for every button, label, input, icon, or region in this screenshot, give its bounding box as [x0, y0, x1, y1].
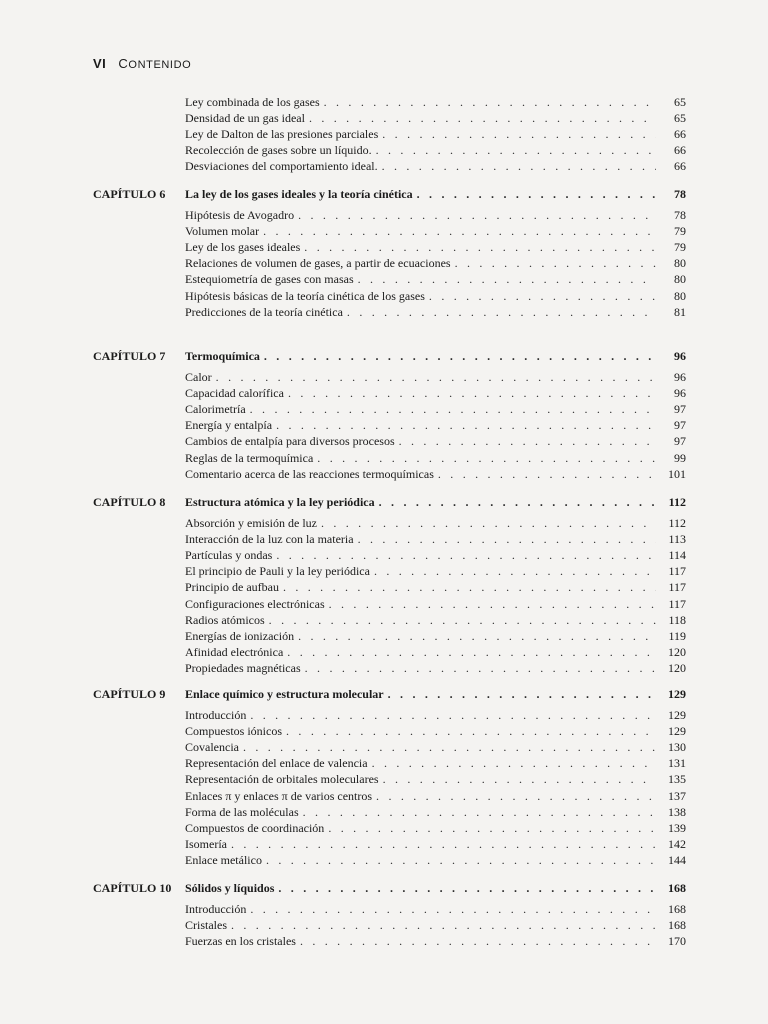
entry-page-number: 135: [668, 772, 686, 787]
chapter-title: Estructura atómica y la ley periódica: [185, 495, 375, 509]
toc-entry: [185, 94, 686, 110]
dot-leader: [383, 771, 656, 787]
entry-page-number: 97: [674, 418, 686, 433]
toc-entry: [185, 723, 686, 739]
dot-leader: [388, 686, 656, 702]
entry-page-number: 120: [668, 660, 686, 675]
toc-entry: [185, 126, 686, 142]
entry-page-number: 101: [668, 466, 686, 481]
chapter-heading: [185, 494, 686, 510]
dot-leader: [358, 271, 656, 287]
dot-leader: [288, 385, 656, 401]
entry-title: Cambios de entalpía para diversos procesos: [185, 434, 395, 449]
entry-page-number: 96: [674, 386, 686, 401]
entry-page-number: 138: [668, 804, 686, 819]
entry-title: Predicciones de la teoría cinética: [185, 304, 343, 319]
page-number: VI: [93, 56, 107, 71]
dot-leader: [264, 348, 656, 364]
dot-leader: [298, 628, 656, 644]
toc-entry: [185, 852, 686, 868]
chapter-heading: [185, 880, 686, 896]
toc-entry: [185, 788, 686, 804]
entry-title: Reglas de la termoquímica: [185, 450, 314, 465]
dot-leader: [429, 288, 656, 304]
dot-leader: [303, 804, 656, 820]
chapter-label: CAPÍTULO 8: [93, 495, 166, 509]
toc-entry: [185, 433, 686, 449]
entry-title: Enlace metálico: [185, 852, 262, 867]
running-header: [93, 56, 191, 71]
toc-entry: [185, 836, 686, 852]
dot-leader: [300, 933, 656, 949]
toc-entry: [185, 239, 686, 255]
entry-page-number: 137: [668, 788, 686, 803]
dot-leader: [269, 612, 656, 628]
toc-entry: [185, 917, 686, 933]
entry-title: Propiedades magnéticas: [185, 660, 301, 675]
entry-page-number: 144: [668, 852, 686, 867]
toc-entry: [185, 547, 686, 563]
chapter-heading: [185, 348, 686, 364]
dot-leader: [376, 142, 656, 158]
entry-page-number: 117: [668, 564, 686, 579]
toc-entry: [185, 660, 686, 676]
toc-entry: [185, 142, 686, 158]
toc-entry: [185, 531, 686, 547]
chapter-label: CAPÍTULO 7: [93, 349, 166, 363]
entry-page-number: 96: [674, 370, 686, 384]
entry-page-number: 66: [674, 143, 686, 158]
entry-page-number: 99: [674, 450, 686, 465]
dot-leader: [243, 739, 656, 755]
entry-title: Principio de aufbau: [185, 580, 279, 595]
dot-leader: [287, 644, 656, 660]
chapter-title: La ley de los gases ideales y la teoría cinética: [185, 187, 413, 201]
dot-leader: [250, 707, 656, 723]
dot-leader: [317, 450, 656, 466]
entry-title: Estequiometría de gases con masas: [185, 272, 354, 287]
entry-title: Radios atómicos: [185, 612, 265, 627]
dot-leader: [324, 94, 656, 110]
toc-entry: [185, 207, 686, 223]
chapter-heading: [185, 186, 686, 202]
entry-title: Compuestos de coordinación: [185, 820, 325, 835]
chapter-label: CAPÍTULO 10: [93, 881, 172, 895]
dot-leader: [250, 401, 656, 417]
toc-entry: [185, 110, 686, 126]
toc-entry: [185, 466, 686, 482]
entry-title: Representación del enlace de valencia: [185, 756, 368, 771]
toc-entry: [185, 304, 686, 320]
entry-title: Introducción: [185, 902, 247, 916]
dot-leader: [309, 110, 656, 126]
dot-leader: [286, 723, 656, 739]
entry-page-number: 81: [674, 304, 686, 319]
chapter-page-number: 112: [668, 495, 686, 509]
entry-page-number: 117: [668, 596, 686, 611]
entry-page-number: 129: [668, 724, 686, 739]
entry-page-number: 118: [668, 612, 686, 627]
dot-leader: [372, 755, 656, 771]
entry-page-number: 142: [668, 836, 686, 851]
entry-title: Calor: [185, 370, 212, 384]
entry-page-number: 97: [674, 434, 686, 449]
dot-leader: [216, 369, 656, 385]
dot-leader: [376, 788, 656, 804]
toc-entry: [185, 255, 686, 271]
dot-leader: [382, 126, 656, 142]
toc-entry: [185, 579, 686, 595]
toc-entry: [185, 644, 686, 660]
entry-page-number: 117: [668, 580, 686, 595]
toc-entry: [185, 417, 686, 433]
entry-page-number: 66: [674, 127, 686, 142]
dot-leader: [347, 304, 656, 320]
entry-page-number: 168: [668, 918, 686, 933]
entry-page-number: 80: [674, 272, 686, 287]
toc-entry: [185, 288, 686, 304]
toc-entry: [185, 707, 686, 723]
dot-leader: [278, 880, 656, 896]
entry-title: Partículas y ondas: [185, 548, 273, 563]
entry-page-number: 170: [668, 934, 686, 949]
entry-title: Volumen molar: [185, 224, 260, 239]
dot-leader: [321, 515, 656, 531]
toc-entry: [185, 628, 686, 644]
toc-entry: [185, 739, 686, 755]
entry-title: Fuerzas en los cristales: [185, 934, 296, 949]
entry-title: Configuraciones electrónicas: [185, 596, 325, 611]
dot-leader: [328, 820, 656, 836]
chapter-page-number: 78: [674, 187, 686, 201]
dot-leader: [231, 917, 656, 933]
entry-page-number: 79: [674, 240, 686, 255]
entry-title: Introducción: [185, 708, 247, 722]
dot-leader: [231, 836, 656, 852]
toc-entry: [185, 223, 686, 239]
entry-title: Cristales: [185, 918, 227, 933]
entry-page-number: 65: [674, 95, 686, 109]
dot-leader: [250, 901, 656, 917]
entry-page-number: 120: [668, 644, 686, 659]
toc-entry: [185, 450, 686, 466]
toc-entry: [185, 158, 686, 174]
dot-leader: [276, 417, 656, 433]
dot-leader: [266, 852, 656, 868]
toc-entry: [185, 901, 686, 917]
toc-entry: [185, 804, 686, 820]
entry-title: Ley de Dalton de las presiones parciales: [185, 127, 379, 142]
toc-entry: [185, 612, 686, 628]
entry-title: Hipótesis de Avogadro: [185, 208, 295, 222]
entry-title: Forma de las moléculas: [185, 804, 299, 819]
entry-title: Desviaciones del comportamiento ideal.: [185, 159, 378, 174]
toc-entry: [185, 385, 686, 401]
entry-title: Afinidad electrónica: [185, 644, 284, 659]
entry-page-number: 80: [674, 288, 686, 303]
dot-leader: [399, 433, 656, 449]
chapter-page-number: 96: [674, 349, 686, 363]
entry-page-number: 80: [674, 256, 686, 271]
entry-page-number: 131: [668, 756, 686, 771]
chapter-heading: [185, 686, 686, 702]
entry-title: Enlaces π y enlaces π de varios centros: [185, 788, 373, 803]
entry-title: Calorimetría: [185, 402, 246, 417]
dot-leader: [358, 531, 656, 547]
chapter-label: CAPÍTULO 9: [93, 687, 166, 701]
toc-entry: [185, 596, 686, 612]
chapter-title: Enlace químico y estructura molecular: [185, 687, 384, 701]
entry-page-number: 65: [674, 111, 686, 126]
section-title: CONTENIDO: [118, 56, 192, 71]
toc-entry: [185, 515, 686, 531]
entry-title: Absorción y emisión de luz: [185, 516, 317, 530]
entry-page-number: 114: [668, 548, 686, 563]
entry-title: Densidad de un gas ideal: [185, 111, 305, 126]
dot-leader: [374, 563, 656, 579]
entry-title: Ley de los gases ideales: [185, 240, 301, 255]
entry-page-number: 112: [668, 516, 686, 530]
toc-entry: [185, 271, 686, 287]
entry-title: Capacidad calorífica: [185, 386, 284, 401]
dot-leader: [305, 660, 656, 676]
chapter-label: CAPÍTULO 6: [93, 187, 166, 201]
dot-leader: [298, 207, 656, 223]
entry-title: Covalencia: [185, 740, 239, 755]
toc-entry: [185, 755, 686, 771]
entry-page-number: 78: [674, 208, 686, 222]
chapter-page-number: 129: [668, 687, 686, 701]
entry-title: Isomería: [185, 836, 227, 851]
toc-entry: [185, 563, 686, 579]
dot-leader: [382, 158, 656, 174]
dot-leader: [329, 596, 656, 612]
dot-leader: [283, 579, 656, 595]
dot-leader: [263, 223, 656, 239]
dot-leader: [417, 186, 656, 202]
toc-entry: [185, 820, 686, 836]
entry-title: Energías de ionización: [185, 628, 295, 643]
entry-page-number: 130: [668, 740, 686, 755]
toc-entry: [185, 369, 686, 385]
entry-page-number: 129: [668, 708, 686, 722]
entry-page-number: 97: [674, 402, 686, 417]
entry-title: Energía y entalpía: [185, 418, 273, 433]
chapter-title: Termoquímica: [185, 349, 260, 363]
entry-page-number: 113: [668, 532, 686, 547]
entry-page-number: 139: [668, 820, 686, 835]
dot-leader: [276, 547, 656, 563]
dot-leader: [438, 466, 656, 482]
toc-entry: [185, 771, 686, 787]
dot-leader: [304, 239, 656, 255]
entry-title: Compuestos iónicos: [185, 724, 283, 739]
entry-title: Recolección de gases sobre un líquido.: [185, 143, 372, 158]
chapter-title: Sólidos y líquidos: [185, 881, 275, 895]
entry-title: Hipótesis básicas de la teoría cinética de los gases: [185, 288, 425, 303]
entry-title: Comentario acerca de las reacciones termoquímicas: [185, 466, 434, 481]
entry-title: Interacción de la luz con la materia: [185, 532, 354, 547]
entry-page-number: 79: [674, 224, 686, 239]
toc-entry: [185, 401, 686, 417]
dot-leader: [379, 494, 656, 510]
entry-title: Relaciones de volumen de gases, a partir de ecuaciones: [185, 256, 451, 271]
dot-leader: [455, 255, 656, 271]
entry-page-number: 119: [668, 628, 686, 643]
entry-title: Representación de orbitales moleculares: [185, 772, 379, 787]
entry-page-number: 168: [668, 902, 686, 916]
entry-title: Ley combinada de los gases: [185, 95, 320, 109]
entry-page-number: 66: [674, 159, 686, 174]
toc-entry: [185, 933, 686, 949]
chapter-page-number: 168: [668, 881, 686, 895]
entry-title: El principio de Pauli y la ley periódica: [185, 564, 370, 579]
